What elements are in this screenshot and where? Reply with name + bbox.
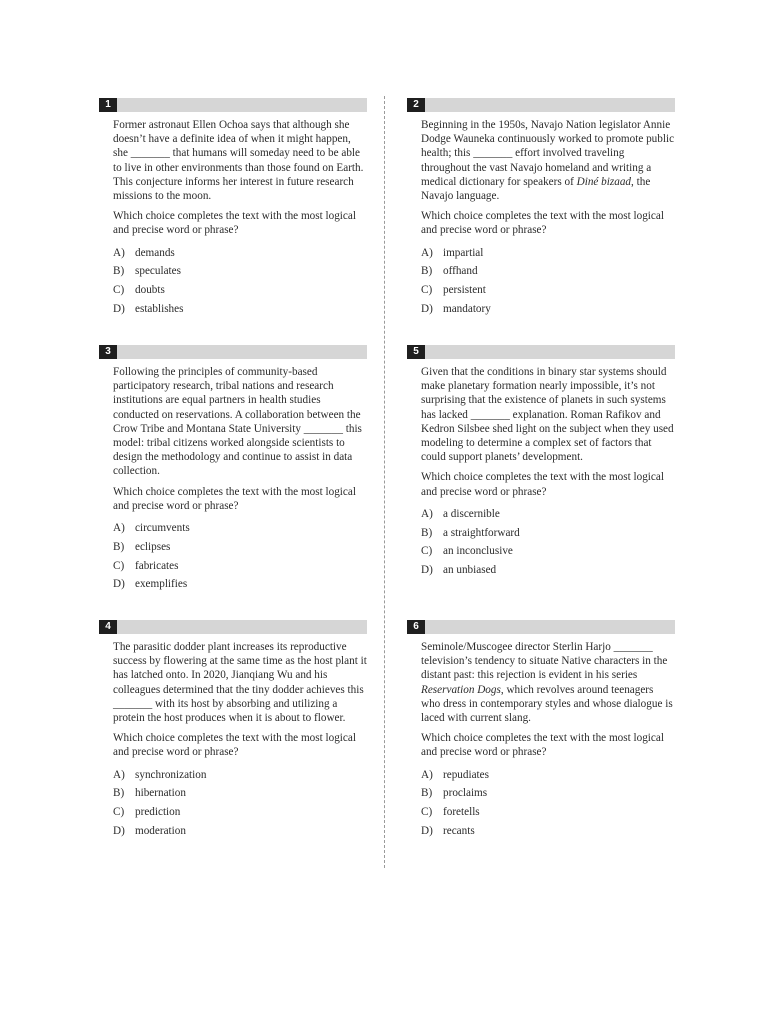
choice-label: A) — [113, 768, 125, 781]
choice-text: exemplifies — [135, 578, 188, 591]
question-passage: The parasitic dodder plant increases its reproductive success by flowering at the same time as the host plant it has latched onto. In 2020, Jianqiang Wu and his colleagues determined that the tiny dodder achieves this _______ with its host by absorbing and utilizing a protein the host produces when it is about to flower. — [113, 641, 367, 725]
choice-text: recants — [443, 825, 475, 838]
choice-text: speculates — [135, 265, 181, 278]
choice-label: A) — [421, 246, 433, 259]
choice-text: impartial — [443, 246, 484, 259]
question-2 — [407, 98, 675, 321]
choice-text: foretells — [443, 806, 480, 819]
question-5 — [407, 345, 675, 582]
choice-text: a straightforward — [443, 526, 520, 539]
choice-label: D) — [421, 303, 433, 316]
choice-text: synchronization — [135, 768, 207, 781]
answer-choice-b[interactable] — [113, 264, 367, 278]
choice-text: proclaims — [443, 787, 488, 800]
choice-text: demands — [135, 246, 175, 259]
choice-label: D) — [421, 564, 433, 577]
choice-label: B) — [113, 265, 125, 278]
answer-choices — [113, 246, 367, 316]
choice-text: a discernible — [443, 507, 500, 520]
choice-label: B) — [421, 526, 433, 539]
question-header-bar — [99, 345, 367, 359]
question-passage: Former astronaut Ellen Ochoa says that although she doesn’t have a definite idea of when it might happen, she _______ that humans will someday need to be able to live in other environments than those found on Earth. This conjecture informs her interest in future research missions to the moon. — [113, 119, 364, 203]
choice-text: fabricates — [135, 559, 179, 572]
answer-choice-d[interactable] — [113, 302, 367, 316]
answer-choice-b[interactable] — [421, 786, 675, 800]
question-6 — [407, 620, 675, 843]
choice-label: D) — [113, 303, 125, 316]
choice-label: C) — [113, 806, 125, 819]
answer-choice-b[interactable] — [421, 264, 675, 278]
question-passage: Beginning in the 1950s, Navajo Nation legislator Annie Dodge Wauneka continuously worked to promote public health; this _______ effort involved traveling throughout the vast Navajo homeland and writing a medical dictionary for speakers of Diné bizaad, the Navajo language. — [421, 119, 675, 203]
question-number: 4 — [99, 620, 117, 634]
choice-text: prediction — [135, 806, 181, 819]
answer-choice-c[interactable] — [113, 283, 367, 297]
choice-label: D) — [113, 825, 125, 838]
question-stem: Which choice completes the text with the most logical and precise word or phrase? — [113, 485, 356, 512]
question-header-bar — [407, 345, 675, 359]
choice-text: an unbiased — [443, 564, 497, 577]
choice-label: B) — [113, 540, 125, 553]
choice-label: A) — [113, 522, 125, 535]
answer-choices — [421, 768, 675, 838]
choice-text: circumvents — [135, 522, 190, 535]
choice-text: doubts — [135, 284, 165, 297]
choice-text: repudiates — [443, 768, 489, 781]
answer-choice-d[interactable] — [113, 824, 367, 838]
question-stem: Which choice completes the text with the most logical and precise word or phrase? — [113, 210, 356, 237]
choice-label: C) — [421, 545, 433, 558]
question-stem: Which choice completes the text with the most logical and precise word or phrase? — [113, 732, 356, 759]
column-divider — [384, 96, 385, 868]
answer-choices — [113, 768, 367, 838]
choice-text: moderation — [135, 825, 186, 838]
choice-label: B) — [113, 787, 125, 800]
question-stem: Which choice completes the text with the most logical and precise word or phrase? — [421, 471, 664, 498]
choice-label: B) — [421, 787, 433, 800]
choice-text: eclipses — [135, 540, 171, 553]
answer-choice-a[interactable] — [113, 246, 367, 260]
answer-choice-a[interactable] — [421, 246, 675, 260]
choice-label: C) — [113, 284, 125, 297]
answer-choice-b[interactable] — [113, 786, 367, 800]
choice-label: D) — [421, 825, 433, 838]
choice-text: establishes — [135, 303, 184, 316]
question-header-bar — [99, 620, 367, 634]
question-header-bar — [407, 98, 675, 112]
answer-choices — [421, 246, 675, 316]
question-passage: Given that the conditions in binary star systems should make planetary formation nearly impossible, it’s not surprising that the existence of planets in such systems has lacked _______ explanation. Roman Rafikov and Kedron Silsbee shed light on the subject when they used modeling to determine a complex set of factors that could support planets’ development. — [421, 366, 674, 464]
choice-text: persistent — [443, 284, 486, 297]
choice-label: C) — [421, 284, 433, 297]
choice-label: C) — [113, 559, 125, 572]
answer-choices — [113, 521, 367, 591]
question-passage: Following the principles of community-based participatory research, tribal nations and research institutions are equal partners in health studies conducted on reservations. A collaboration between the Crow Tribe and Montana State University _______ this model: tribal citizens worked alongside scientists to design the methodology and continue to assist in data collection. — [113, 366, 362, 478]
answer-choice-d[interactable] — [421, 563, 675, 577]
answer-choice-d[interactable] — [113, 577, 367, 591]
question-4 — [99, 620, 367, 843]
answer-choices — [421, 507, 675, 577]
choice-text: an inconclusive — [443, 545, 513, 558]
choice-label: D) — [113, 578, 125, 591]
question-stem: Which choice completes the text with the most logical and precise word or phrase? — [421, 732, 664, 759]
choice-label: C) — [421, 806, 433, 819]
answer-choice-b[interactable] — [421, 526, 675, 540]
answer-choice-d[interactable] — [421, 824, 675, 838]
answer-choice-a[interactable] — [113, 521, 367, 535]
question-1 — [99, 98, 367, 321]
question-number: 2 — [407, 98, 425, 112]
choice-label: A) — [421, 507, 433, 520]
question-number: 5 — [407, 345, 425, 359]
question-number: 3 — [99, 345, 117, 359]
answer-choice-c[interactable] — [113, 805, 367, 819]
answer-choice-c[interactable] — [421, 544, 675, 558]
choice-label: A) — [113, 246, 125, 259]
answer-choice-b[interactable] — [113, 540, 367, 554]
question-3 — [99, 345, 367, 596]
answer-choice-a[interactable] — [421, 507, 675, 521]
answer-choice-c[interactable] — [113, 559, 367, 573]
answer-choice-a[interactable] — [113, 768, 367, 782]
answer-choice-d[interactable] — [421, 302, 675, 316]
question-number: 1 — [99, 98, 117, 112]
choice-text: mandatory — [443, 303, 491, 316]
question-number: 6 — [407, 620, 425, 634]
question-header-bar — [99, 98, 367, 112]
choice-text: hibernation — [135, 787, 186, 800]
answer-choice-c[interactable] — [421, 283, 675, 297]
choice-label: A) — [421, 768, 433, 781]
answer-choice-a[interactable] — [421, 768, 675, 782]
question-header-bar — [407, 620, 675, 634]
answer-choice-c[interactable] — [421, 805, 675, 819]
choice-text: offhand — [443, 265, 478, 278]
question-stem: Which choice completes the text with the most logical and precise word or phrase? — [421, 210, 664, 237]
choice-label: B) — [421, 265, 433, 278]
question-passage: Seminole/Muscogee director Sterlin Harjo _______ television’s tendency to situate Native characters in the distant past: this rejection is evident in his series Reservation Dogs, which revolves around teenagers who dress in contemporary styles and whose dialogue is laced with current slang. — [421, 641, 673, 725]
